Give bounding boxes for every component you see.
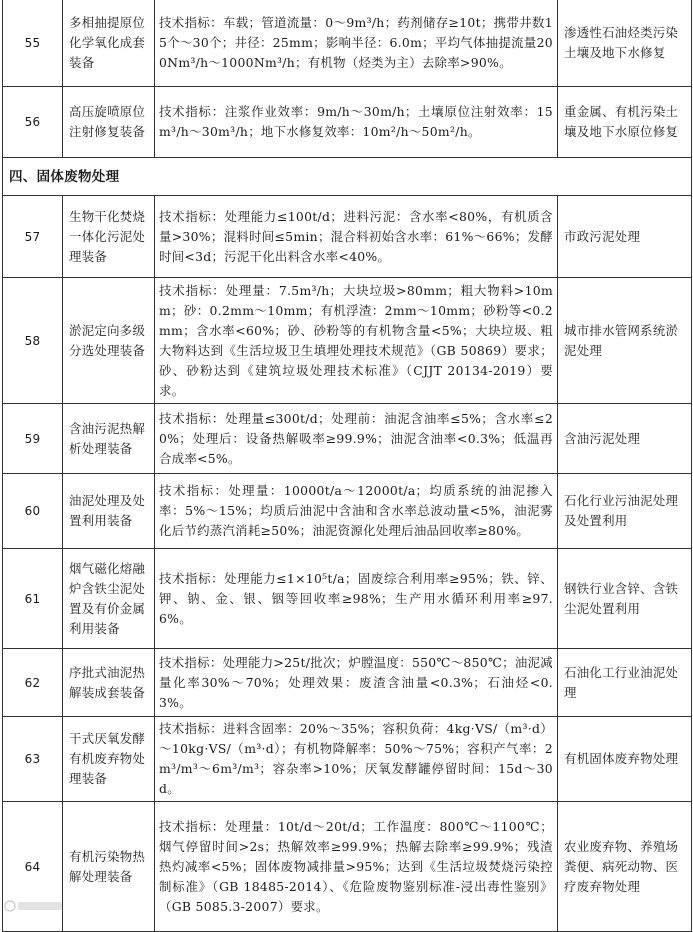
technical-spec: 技术指标：处理量：7.5m³/h；大块垃圾>80mm；粗大物料>10mm；砂：0.2mm～10mm；有机浮渣：2mm～10mm；砂粉等<0.2mm；含水率<60%；砂、砂粉等的有机物含量<5%；大块垃圾、粗大物料达到《生活垃圾卫生填埋处理技术规范》（GB 50869）要求；砂、砂粉达到《建筑垃圾处理技术标准》（CJJT 20134-2019）要求。 bbox=[155, 278, 558, 404]
application-scope: 城市排水管网系统淤泥处理 bbox=[558, 278, 692, 404]
technical-spec: 技术指标：车载；管道流量：0～9m³/h；药剂储存≥10t；携带井数15个～30个；井径：25mm；影响半径：6.0m；平均气体抽提流量200Nm³/h～1000Nm³/h；有机物（烃类为主）去除率>90%。 bbox=[155, 0, 558, 87]
row-number: 59 bbox=[3, 404, 63, 474]
application-scope: 渗透性石油烃类污染土壤及地下水修复 bbox=[558, 0, 692, 87]
row-number: 61 bbox=[3, 549, 63, 649]
row-number: 56 bbox=[3, 87, 63, 158]
technical-spec: 技术指标：处理能力>25t/批次；炉膛温度：550℃～850℃；油泥减量化率30%～70%；处理效果：废渣含油量<0.3%；石油烃<0.3%。 bbox=[155, 649, 558, 717]
application-scope: 石油化工行业油泥处理 bbox=[558, 649, 692, 717]
row-number: 64 bbox=[3, 802, 63, 932]
application-scope: 钢铁行业含锌、含铁尘泥处置利用 bbox=[558, 549, 692, 649]
section-heading: 四、固体废物处理 bbox=[3, 158, 692, 196]
equipment-name: 干式厌氧发酵有机废弃物处理装备 bbox=[63, 717, 155, 802]
watermark-icon bbox=[4, 899, 64, 916]
equipment-name: 淤泥定向多级分选处理装备 bbox=[63, 278, 155, 404]
technical-spec: 技术指标：处理量：10t/d～20t/d；工作温度：800℃～1100℃；烟气停留时间>2s；热解效率≥99.9%；热解去除率≥99.9%；残渣热灼减率<5%；固体废物减排量>95%；达到《生活垃圾焚烧污染控制标准》（GB 18485-2014）、《危险废物鉴别标准-浸出毒性鉴别》（GB 5085.3-2007）要求。 bbox=[155, 802, 558, 932]
technical-spec: 技术指标：处理能力≤100t/d；进料污泥：含水率<80%，有机质含量>30%；混料时间≤5min；混合料初始含水率：61%～66%；发酵时间<3d；污泥干化出料含水率<40%。 bbox=[155, 196, 558, 278]
application-scope: 石化行业污油泥处理及处置利用 bbox=[558, 474, 692, 549]
equipment-name: 生物干化焚烧一体化污泥处理装备 bbox=[63, 196, 155, 278]
table-row bbox=[3, 549, 692, 649]
table-row bbox=[3, 0, 692, 87]
table-row bbox=[3, 474, 692, 549]
row-number: 63 bbox=[3, 717, 63, 802]
equipment-name: 含油污泥热解析处理装备 bbox=[63, 404, 155, 474]
technical-spec: 技术指标：处理量：10000t/a～12000t/a；均质系统的油泥掺入率：5%～15%；均质后油泥中含油和含水率总波动量<5%，油泥雾化后节约蒸汽消耗≥50%；油泥资源化处理后油品回收率≥80%。 bbox=[155, 474, 558, 549]
row-number: 58 bbox=[3, 278, 63, 404]
technical-spec: 技术指标：处理能力≤1×10⁵t/a；固废综合利用率≥95%；铁、锌、钾、钠、金、银、铟等回收率≥98%；生产用水循环利用率≥97.6%。 bbox=[155, 549, 558, 649]
application-scope: 含油污泥处理 bbox=[558, 404, 692, 474]
section-row bbox=[3, 158, 692, 196]
table-row bbox=[3, 802, 692, 932]
equipment-table bbox=[2, 0, 692, 932]
table-row bbox=[3, 717, 692, 802]
application-scope: 市政污泥处理 bbox=[558, 196, 692, 278]
row-number: 60 bbox=[3, 474, 63, 549]
technical-spec: 技术指标：处理量≤300t/d；处理前：油泥含油率≤5%；含水率≤20%；处理后：设备热解吸率≥99.9%；油泥含油率<0.3%；低温再合成率<5%。 bbox=[155, 404, 558, 474]
table-row bbox=[3, 649, 692, 717]
equipment-name: 序批式油泥热解装成套装备 bbox=[63, 649, 155, 717]
row-number: 55 bbox=[3, 0, 63, 87]
equipment-name: 烟气磁化熔融炉含铁尘泥处置及有价金属利用装备 bbox=[63, 549, 155, 649]
application-scope: 重金属、有机污染土壤及地下水原位修复 bbox=[558, 87, 692, 158]
table-row bbox=[3, 196, 692, 278]
table-row bbox=[3, 278, 692, 404]
equipment-name: 高压旋喷原位注射修复装备 bbox=[63, 87, 155, 158]
table-row bbox=[3, 87, 692, 158]
technical-spec: 技术指标：注浆作业效率：9m/h～30m/h；土壤原位注射效率：15m³/h～30m³/h；地下水修复效率：10m²/h～50m²/h。 bbox=[155, 87, 558, 158]
row-number: 57 bbox=[3, 196, 63, 278]
equipment-name: 多相抽提原位化学氧化成套装备 bbox=[63, 0, 155, 87]
application-scope: 有机固体废弃物处理 bbox=[558, 717, 692, 802]
technical-spec: 技术指标：进料含固率：20%～35%；容积负荷：4kg·VS/（m³·d）～10kg·VS/（m³·d）；有机物降解率：50%～75%；容积产气率：2m³/m³～6m³/m³；容杂率>10%；厌氧发酵罐停留时间：15d～30d。 bbox=[155, 717, 558, 802]
equipment-name: 有机污染物热解处理装备 bbox=[63, 802, 155, 932]
row-number: 62 bbox=[3, 649, 63, 717]
table-row bbox=[3, 404, 692, 474]
application-scope: 农业废弃物、养殖场粪便、病死动物、医疗废弃物处理 bbox=[558, 802, 692, 932]
equipment-name: 油泥处理及处置利用装备 bbox=[63, 474, 155, 549]
